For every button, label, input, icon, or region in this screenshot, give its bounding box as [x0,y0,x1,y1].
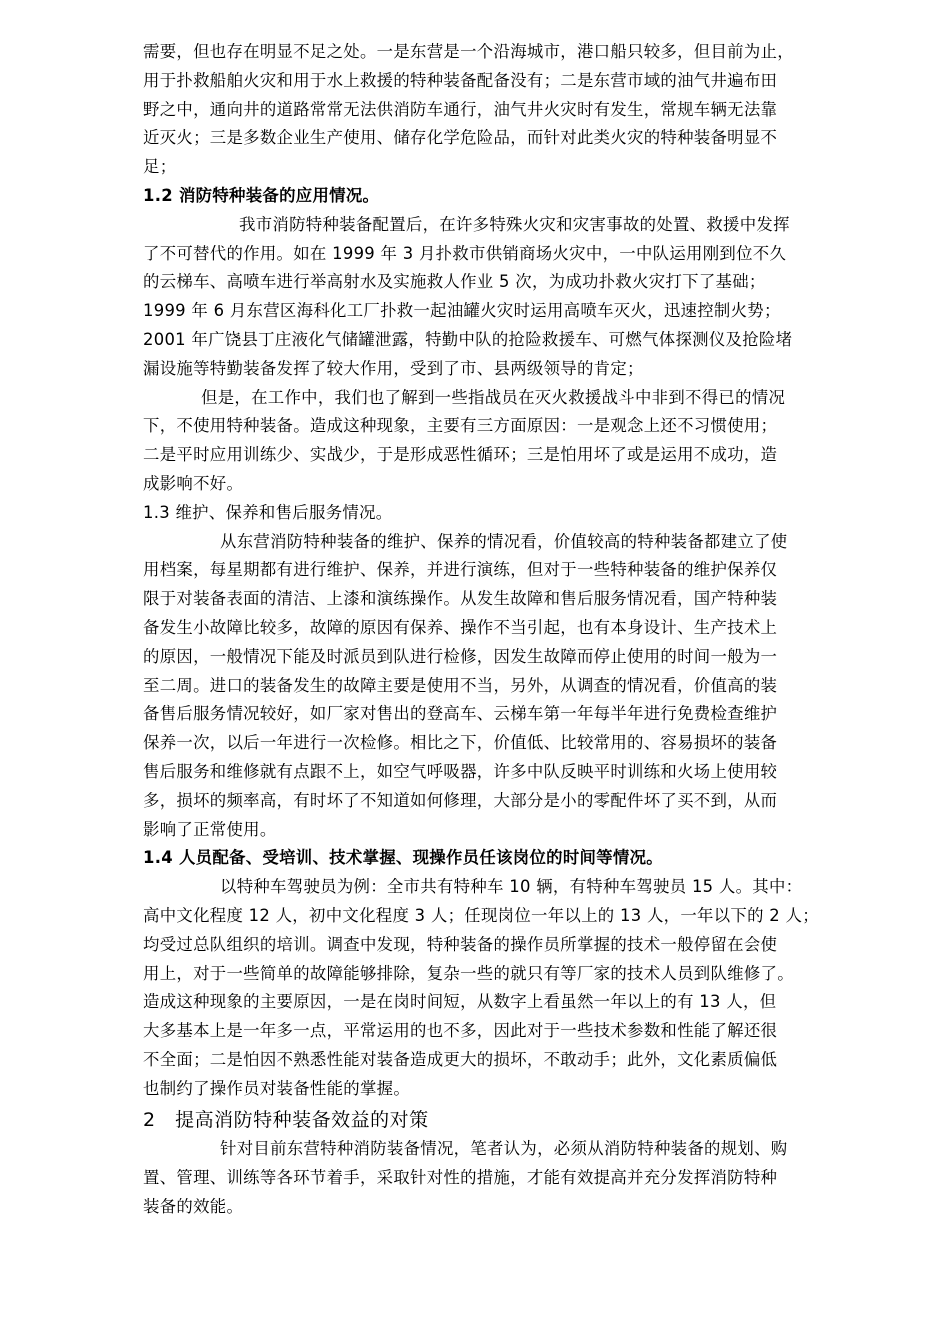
body-line: 1999 年 6 月东营区海科化工厂扑救一起油罐火灾时运用高喷车灭火，迅速控制火势； [143,301,781,321]
body-line: 了不可替代的作用。如在 1999 年 3 月扑救市供销商场火灾中，一中队运用刚到位不久 [143,243,787,263]
document-page [143,38,891,1222]
body-line: 备售后服务情况较好，如厂家对售出的登高车、云梯车第一年每半年进行免费检查维护 [143,704,778,724]
body-line: 野之中，通向井的道路常常无法供消防车通行，油气井火灾时有发生，常规车辆无法靠 [143,99,778,119]
body-line: 保养一次，以后一年进行一次检修。相比之下，价值低、比较常用的、容易损坏的装备 [143,733,778,753]
body-line: 至二周。进口的装备发生的故障主要是使用不当，另外，从调查的情况看，价值高的装 [143,675,778,695]
body-line: 下，不使用特种装备。造成这种现象，主要有三方面原因：一是观念上还不习惯使用； [143,416,778,436]
section-heading-1-3: 1.3 维护、保养和售后服务情况。 [143,502,393,522]
section-heading-1-4: 1.4 人员配备、受培训、技术掌握、现操作员任该岗位的时间等情况。 [143,848,663,868]
body-line: 售后服务和维修就有点跟不上，如空气呼吸器，许多中队反映平时训练和火场上使用较 [143,761,778,781]
paragraph-first-line: 但是，在工作中，我们也了解到一些指战员在灭火救援战斗中非到不得已的情况 [201,387,786,407]
paragraph-first-line: 我市消防特种装备配置后，在许多特殊火灾和灾害事故的处置、救援中发挥 [239,214,790,234]
section-heading-1-2: 1.2 消防特种装备的应用情况。 [143,185,380,205]
body-line: 的原因，一般情况下能及时派员到队进行检修，因发生故障而停止使用的时间一般为一 [143,646,778,666]
body-line: 也制约了操作员对装备性能的掌握。 [143,1078,411,1098]
body-line: 成影响不好。 [143,473,244,493]
body-line: 造成这种现象的主要原因，一是在岗时间短，从数字上看虽然一年以上的有 13 人，但 [143,992,777,1012]
body-line: 限于对装备表面的清洁、上漆和演练操作。从发生故障和售后服务情况看，国产特种装 [143,589,778,609]
body-line: 均受过总队组织的培训。调查中发现，特种装备的操作员所掌握的技术一般停留在会使 [143,934,778,954]
section-heading-2: 2 提高消防特种装备效益的对策 [143,1109,429,1132]
body-line: 漏设施等特勤装备发挥了较大作用，受到了市、县两级领导的肯定； [143,358,644,378]
body-line: 用上，对于一些简单的故障能够排除，复杂一些的就只有等厂家的技术人员到队维修了。 [143,963,794,983]
paragraph-first-line: 针对目前东营特种消防装备情况，笔者认为，必须从消防特种装备的规划、购 [220,1139,788,1159]
body-line: 置、管理、训练等各环节着手，采取针对性的措施，才能有效提高并充分发挥消防特种 [143,1168,778,1188]
body-line: 备发生小故障比较多，故障的原因有保养、操作不当引起，也有本身设计、生产技术上 [143,617,778,637]
body-line: 足； [143,157,177,177]
body-line: 不全面；二是怕因不熟悉性能对装备造成更大的损坏，不敢动手；此外，文化素质偏低 [143,1049,778,1069]
body-line: 二是平时应用训练少、实战少，于是形成恶性循环；三是怕用坏了或是运用不成功，造 [143,445,778,465]
paragraph-first-line: 以特种车驾驶员为例：全市共有特种车 10 辆，有特种车驾驶员 15 人。其中： [220,877,803,897]
body-line: 用于扑救船舶火灾和用于水上救援的特种装备配备没有；二是东营市域的油气井遍布田 [143,70,778,90]
body-line: 需要，但也存在明显不足之处。一是东营是一个沿海城市，港口船只较多，但目前为止， [143,42,794,61]
body-line: 用档案，每星期都有进行维护、保养，并进行演练，但对于一些特种装备的维护保养仅 [143,560,778,580]
body-line: 的云梯车、高喷车进行举高射水及实施救人作业 5 次，为成功扑救火灾打下了基础； [143,272,766,292]
body-line: 影响了正常使用。 [143,819,277,839]
paragraph-first-line: 从东营消防特种装备的维护、保养的情况看，价值较高的特种装备都建立了使 [220,531,788,551]
body-line: 高中文化程度 12 人，初中文化程度 3 人；任现岗位一年以上的 13 人，一年以下的 2 人； [143,905,819,925]
body-line: 装备的效能。 [143,1197,244,1217]
body-line: 大多基本上是一年多一点，平常运用的也不多，因此对于一些技术参数和性能了解还很 [143,1021,778,1041]
body-line: 近灭火；三是多数企业生产使用、储存化学危险品，而针对此类火灾的特种装备明显不 [143,128,778,148]
body-line: 2001 年广饶县丁庄液化气储罐泄露，特勤中队的抢险救援车、可燃气体探测仪及抢险堵 [143,329,793,349]
body-line: 多，损坏的频率高，有时坏了不知道如何修理，大部分是小的零配件坏了买不到，从而 [143,790,778,810]
